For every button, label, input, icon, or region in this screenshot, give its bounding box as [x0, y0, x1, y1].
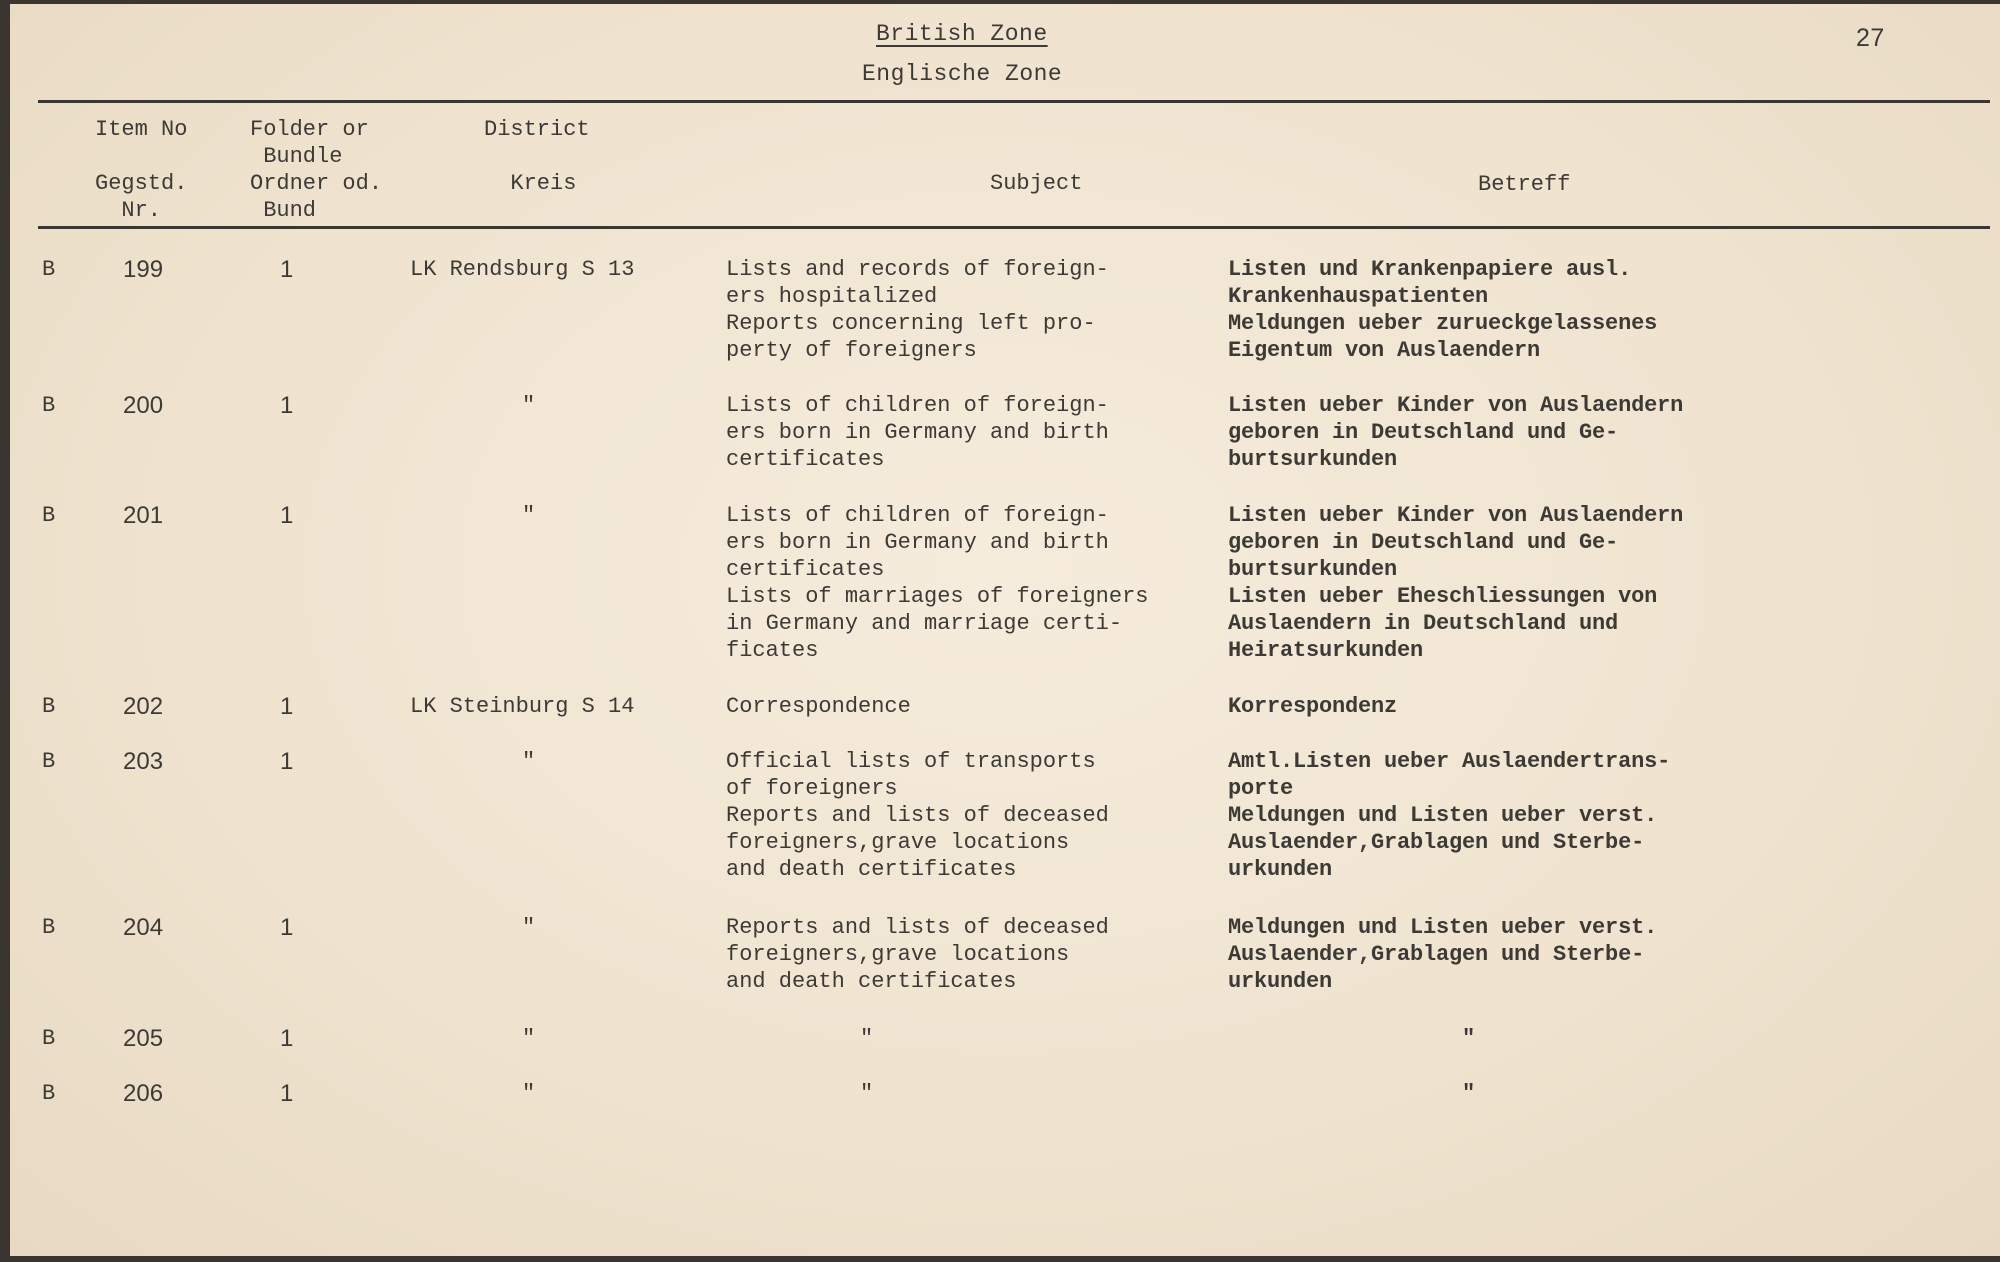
row-subject: Reports and lists of deceased foreigners,grave locations and death certificates: [726, 915, 1109, 994]
row-letter: B: [42, 257, 56, 282]
document-page: [10, 4, 2000, 1256]
row-item-number: 202: [123, 693, 164, 720]
row-item-number: 203: [123, 748, 164, 775]
row-district: ": [522, 1081, 536, 1106]
row-betreff: Meldungen und Listen ueber verst. Auslaender,Grablagen und Sterbe- urkunden: [1228, 915, 1658, 994]
row-district: ": [522, 393, 536, 418]
row-letter: B: [42, 393, 56, 418]
row-betreff: Listen ueber Kinder von Auslaendern geboren in Deutschland und Ge- burtsurkunden: [1228, 393, 1684, 472]
row-folder-count: 1: [280, 693, 294, 720]
column-header-betreff: Betreff: [1478, 172, 1571, 197]
row-letter: B: [42, 1081, 56, 1106]
row-subject: Official lists of transports of foreigners Reports and lists of deceased foreigners,grave locations and death certificates: [726, 749, 1109, 882]
row-district: ": [522, 503, 536, 528]
row-letter: B: [42, 503, 56, 528]
header-top-rule: [38, 100, 1990, 103]
row-item-number: 205: [123, 1025, 164, 1052]
row-subject: Correspondence: [726, 694, 911, 719]
row-subject: Lists of children of foreign- ers born in Germany and birth certificates: [726, 393, 1109, 472]
row-letter: B: [42, 694, 56, 719]
row-folder-count: 1: [280, 914, 294, 941]
row-betreff: ": [1462, 1026, 1476, 1051]
row-item-number: 206: [123, 1080, 164, 1107]
row-betreff: ": [1462, 1081, 1476, 1106]
row-item-number: 204: [123, 914, 164, 941]
row-subject: Lists and records of foreign- ers hospitalized Reports concerning left pro- perty of foreigners: [726, 257, 1109, 363]
page-number: 27: [1856, 24, 1885, 52]
row-betreff: Amtl.Listen ueber Auslaendertrans- porte Meldungen und Listen ueber verst. Auslaender,Grablagen und Sterbe- urkunden: [1228, 749, 1671, 882]
row-folder-count: 1: [280, 1080, 294, 1107]
row-district: ": [522, 1026, 536, 1051]
row-item-number: 199: [123, 256, 164, 283]
row-betreff: Listen und Krankenpapiere ausl. Krankenhauspatienten Meldungen ueber zurueckgelassenes Eigentum von Auslaendern: [1228, 257, 1658, 363]
column-header-subject: Subject: [990, 171, 1083, 196]
row-folder-count: 1: [280, 392, 294, 419]
row-district: ": [522, 749, 536, 774]
row-district: ": [522, 915, 536, 940]
page-title: British Zone: [876, 21, 1048, 47]
column-header-item: Item No Gegstd. Nr.: [95, 117, 188, 223]
row-folder-count: 1: [280, 256, 294, 283]
row-subject: ": [860, 1026, 874, 1051]
row-letter: B: [42, 749, 56, 774]
row-subject: ": [860, 1081, 874, 1106]
row-folder-count: 1: [280, 1025, 294, 1052]
row-folder-count: 1: [280, 502, 294, 529]
row-item-number: 200: [123, 392, 164, 419]
row-district: LK Rendsburg S 13: [410, 257, 635, 282]
row-item-number: 201: [123, 502, 164, 529]
column-header-district: District Kreis: [484, 117, 590, 196]
column-header-folder: Folder or Bundle Ordner od. Bund: [250, 117, 383, 223]
row-folder-count: 1: [280, 748, 294, 775]
row-betreff: Listen ueber Kinder von Auslaendern geboren in Deutschland und Ge- burtsurkunden Listen ueber Eheschliessungen von Auslaendern in Deutschland und Heiratsurkunden: [1228, 503, 1684, 663]
row-betreff: Korrespondenz: [1228, 694, 1398, 719]
row-letter: B: [42, 1026, 56, 1051]
row-subject: Lists of children of foreign- ers born in Germany and birth certificates Lists of marriages of foreigners in Germany and marriage certi- ficates: [726, 503, 1149, 663]
row-letter: B: [42, 915, 56, 940]
row-district: LK Steinburg S 14: [410, 694, 635, 719]
page-subtitle: Englische Zone: [862, 61, 1063, 87]
header-bottom-rule: [38, 226, 1990, 229]
